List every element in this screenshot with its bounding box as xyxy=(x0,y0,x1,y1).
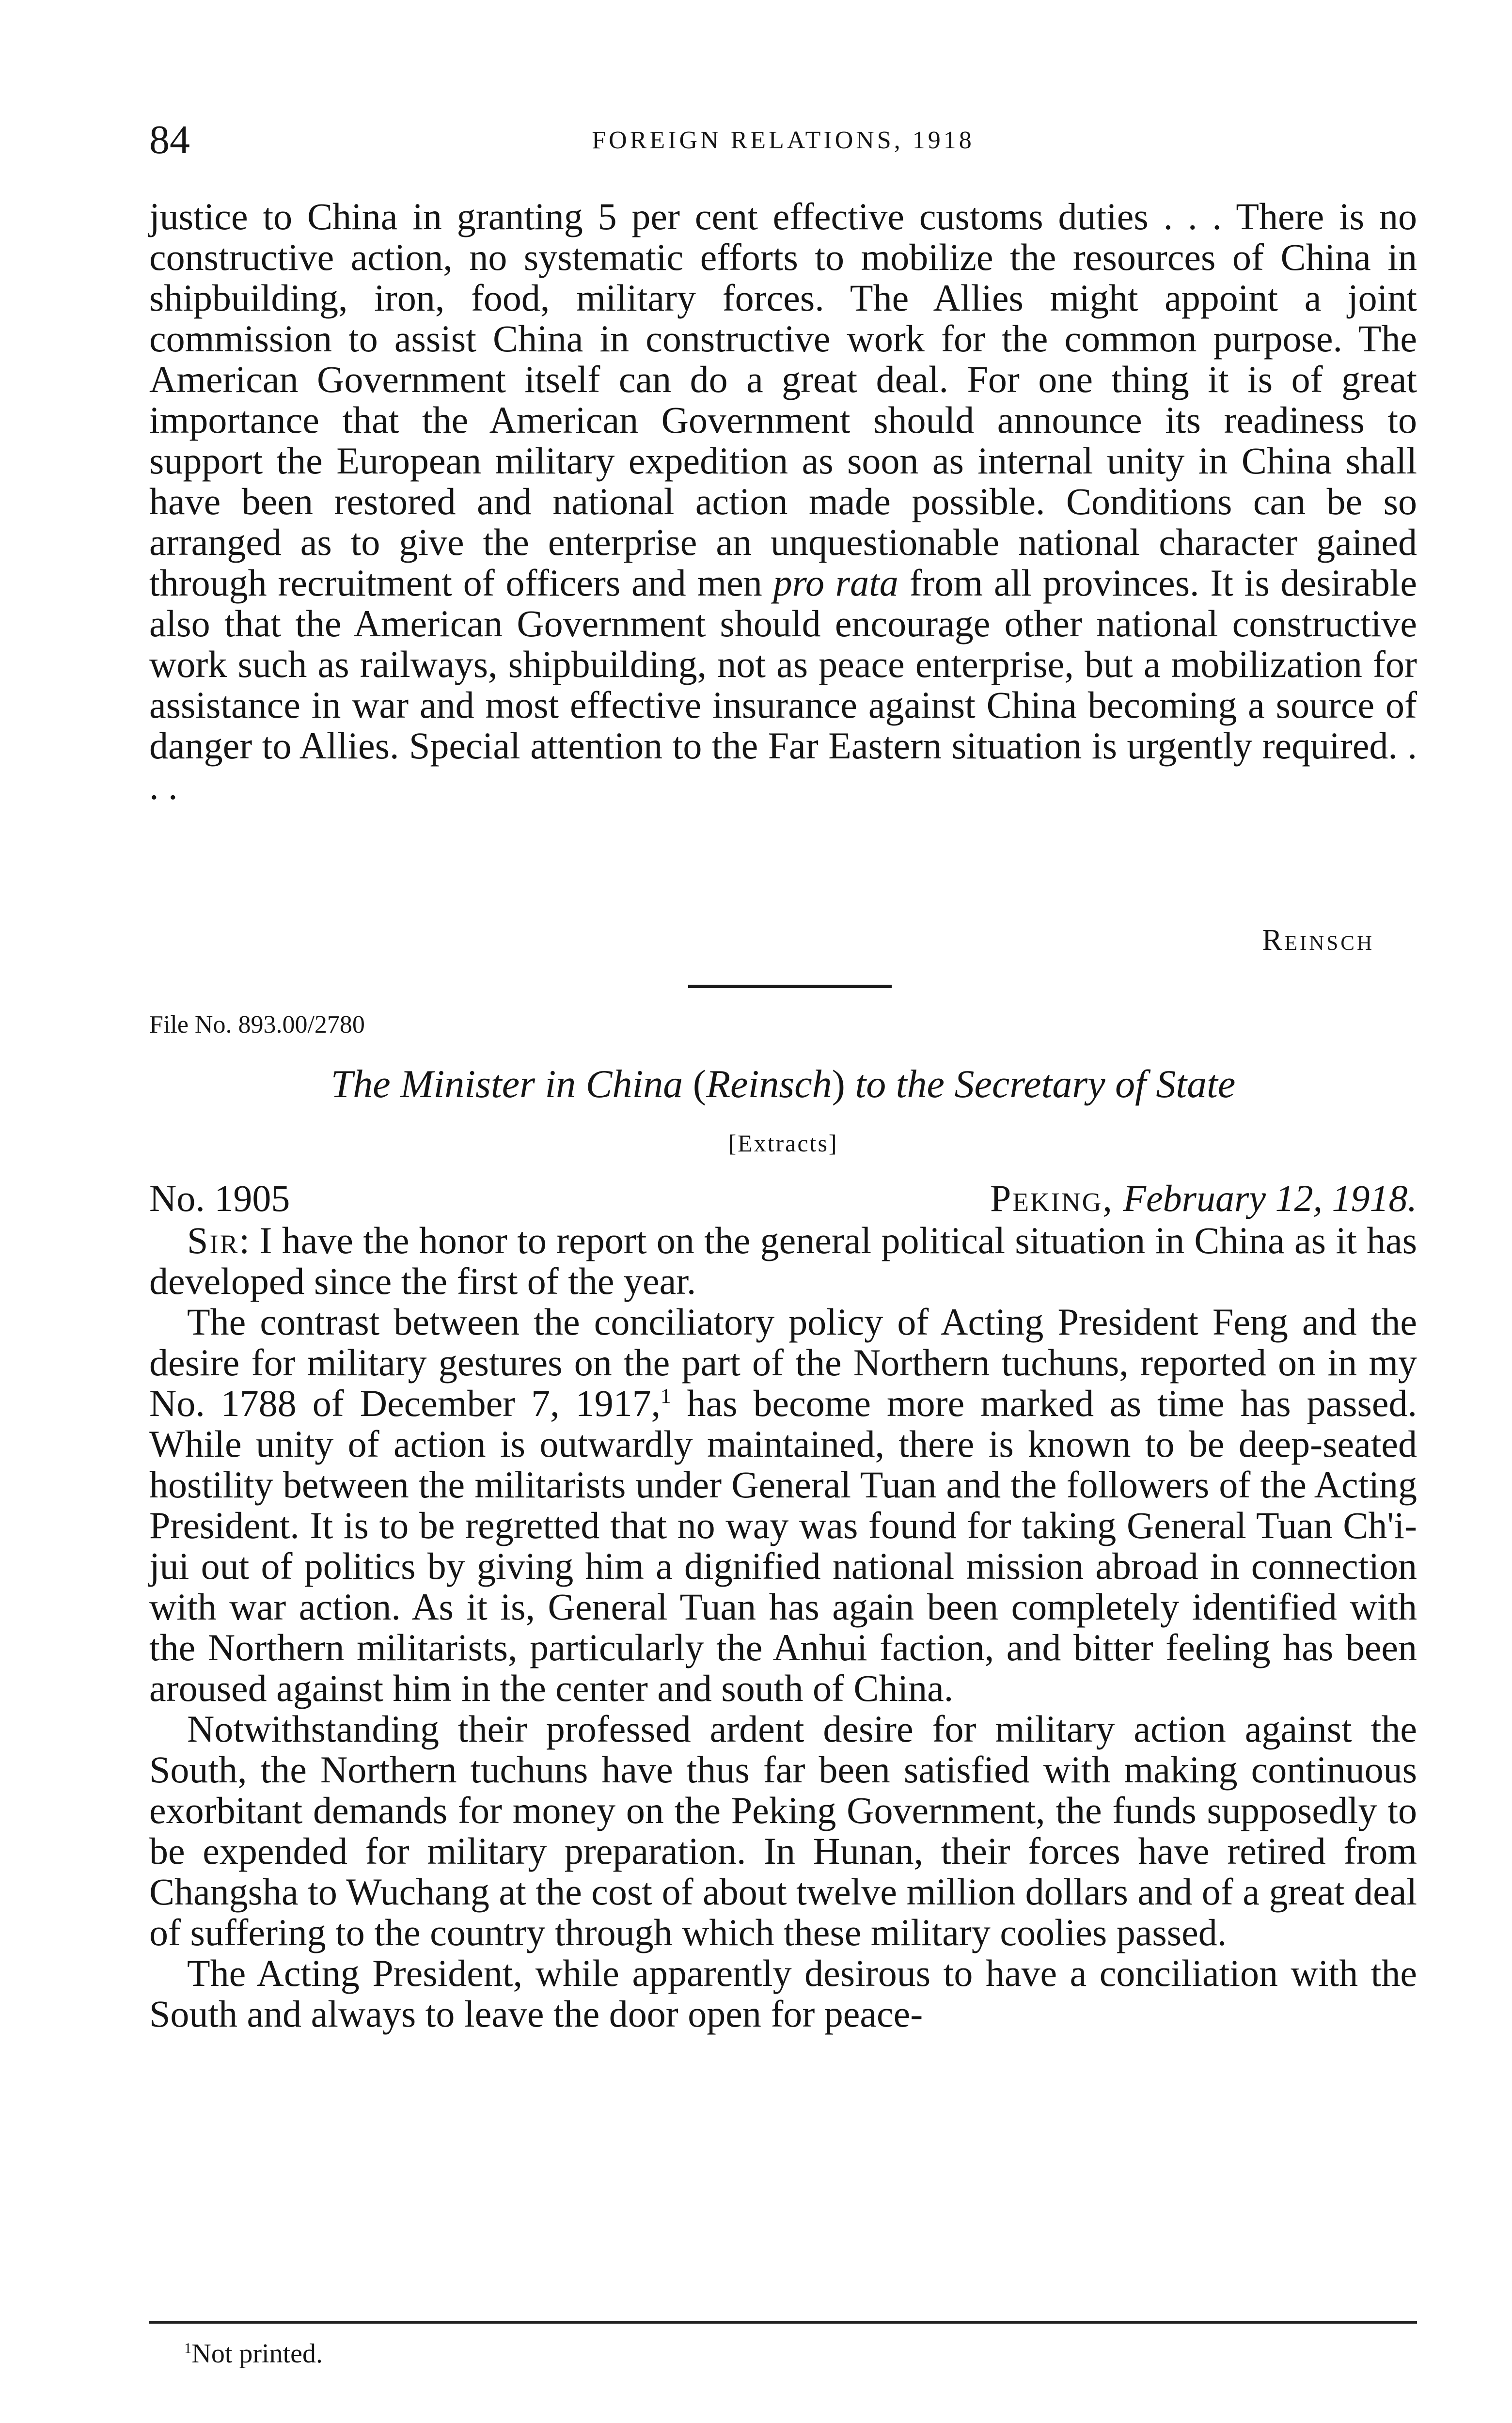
paragraph-2: The contrast between the conciliatory policy of Acting President Feng and the desire for military gestures on the part of the Northern tuchuns, reported on in my No. 1788 of December 7, 1917,$^1$ has become more marked as time has passed. While unity of action is outwardly maintained, there is known to be deep-seated hostility between the militarists under General Tuan and the followers of the Acting President. It is to be regretted that no way was found for taking General Tuan Ch'i-jui out of politics by giving him a dignified national mission abroad in connection with war action. As it is, General Tuan has again been completely identified with the Northern militarists, particularly the Anhui faction, and bitter feeling has been aroused against him in the center and south of China. xyxy=(149,1301,1417,1709)
continuation-text xyxy=(149,196,1417,807)
running-head: FOREIGN RELATIONS, 1918 xyxy=(592,126,975,154)
pro-rata-italic: pro rata xyxy=(773,562,898,604)
page-number: 84 xyxy=(149,117,190,162)
place-and-date: Peking, February 12, 1918. xyxy=(990,1177,1417,1219)
document-title: The Minister in China (Reinsch) to the Secretary of State xyxy=(331,1062,1236,1106)
extracts-label: [Extracts] xyxy=(728,1130,838,1157)
paragraph-4: The Acting President, while apparently desirous to have a conciliation with the South and always to leave the door open for peace- xyxy=(149,1952,1417,2035)
dateline xyxy=(149,1177,1417,1220)
despatch-number: No. 1905 xyxy=(149,1177,290,1219)
salutation: Sir xyxy=(187,1219,239,1261)
paragraph-1: Sir: I have the honor to report on the general political situation in China as it has developed since the first of the year. xyxy=(149,1219,1417,1302)
page-header xyxy=(149,116,1417,170)
footnote: $^1$Not printed. xyxy=(184,2339,323,2369)
letter-body xyxy=(149,1220,1417,2034)
continuation-paragraph: justice to China in granting 5 per cent effective customs duties . . . There is no constructive action, no systematic efforts to mobilize the resources of China in shipbuilding, iron, food, military forces. The Allies might appoint a joint commission to assist China in constructive work for the common purpose. The American Government itself can do a great deal. For one thing it is of great importance that the American Government should announce its readiness to support the European military expedition as soon as internal unity in China shall have been restored and national action made possible. Conditions can be so arranged as to give the enterprise an unquestionable national character gained through recruitment of officers and men pro rata from all provinces. It is desirable also that the American Government should encourage other national constructive work such as railways, shipbuilding, not as peace enterprise, but a mobilization for assistance in war and most effective insurance against China becoming a source of danger to Allies. Special attention to the Far Eastern situation is urgently required. . . . xyxy=(149,195,1417,807)
signature: Reinsch xyxy=(1262,924,1374,957)
file-number: File No. 893.00/2780 xyxy=(149,1011,365,1038)
footnote-rule xyxy=(149,2321,1417,2324)
footnote-reference: 1 xyxy=(661,1385,671,1408)
paragraph-3: Notwithstanding their professed ardent desire for military action against the South, the Northern tuchuns have thus far been satisfied with making continuous exorbitant demands for money on the Peking Government, the funds supposedly to be expended for military preparation. In Hunan, their forces have retired from Changsha to Wuchang at the cost of about twelve million dollars and of a great deal of suffering to the country through which these military coolies passed. xyxy=(149,1708,1417,1953)
section-divider xyxy=(688,985,892,988)
